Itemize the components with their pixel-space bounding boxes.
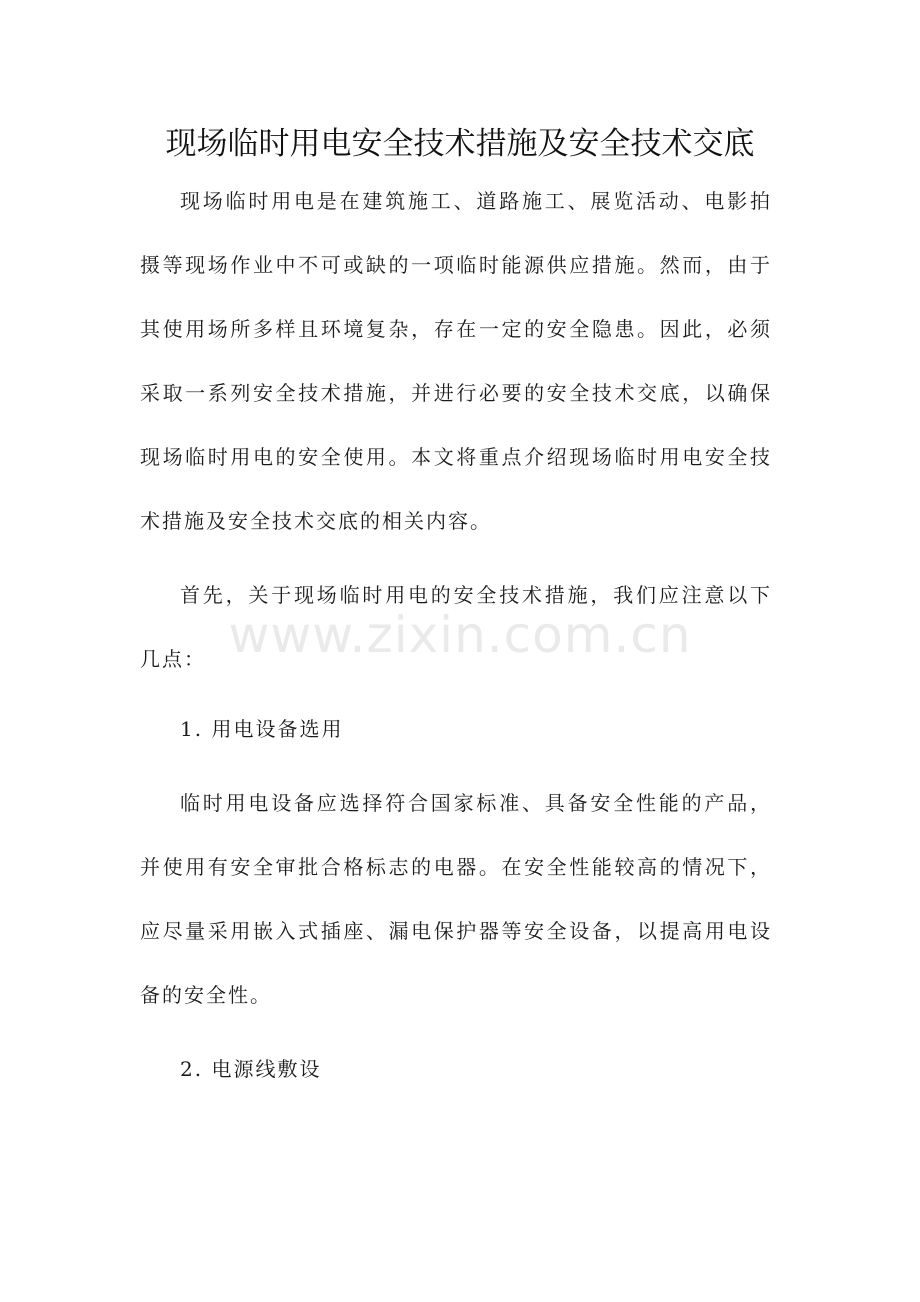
watermark: www.zixin.com.cn — [228, 606, 692, 664]
section-heading-power-line: 2. 电源线敷设 — [180, 1057, 322, 1081]
paragraph-intro: 现场临时用电是在建筑施工、道路施工、展览活动、电影拍摄等现场作业中不可或缺的一项临时能源供应措施。然而，由于其使用场所多样且环境复杂，存在一定的安全隐患。因此，必须采取一系列安全技术措施，并进行必要的安全技术交底，以确保现场临时用电的安全使用。本文将重点介绍现场临时用电安全技术措施及安全技术交底的相关内容。 — [140, 189, 772, 533]
document-title: 现场临时用电安全技术措施及安全技术交底 — [165, 126, 755, 162]
paragraph-measures-intro: 首先，关于现场临时用电的安全技术措施，我们应注意以下几点： — [140, 583, 772, 671]
paragraph-equipment: 临时用电设备应选择符合国家标准、具备安全性能的产品，并使用有安全审批合格标志的电器。在安全性能较高的情况下，应尽量采用嵌入式插座、漏电保护器等安全设备，以提高用电设备的安全性。 — [140, 791, 772, 1007]
section-heading-equipment: 1. 用电设备选用 — [180, 717, 344, 741]
